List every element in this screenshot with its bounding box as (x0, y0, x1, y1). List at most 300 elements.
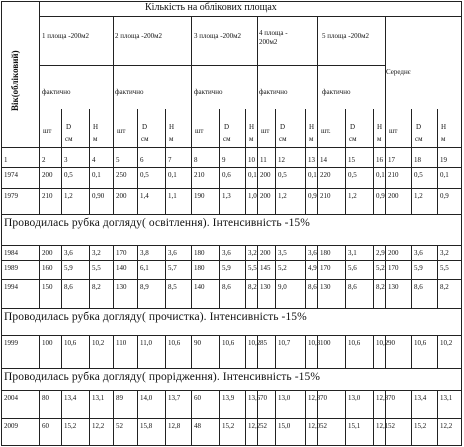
data-column-divider (165, 390, 166, 419)
data-row-rule (1, 214, 462, 215)
numbering-divider (39, 147, 40, 168)
table-cell: 140 (116, 264, 127, 272)
table-cell: 0,9 (440, 192, 449, 200)
table-cell: 5,9 (222, 264, 231, 272)
data-column-divider (411, 188, 412, 215)
data-column-divider (165, 167, 166, 189)
h-col-head: H (93, 123, 99, 131)
table-cell: 8,2 (92, 283, 101, 291)
table-cell: 15,1 (348, 422, 361, 430)
data-column-divider (219, 260, 220, 280)
numbering-divider (437, 147, 438, 168)
data-column-divider (61, 245, 62, 261)
data-column-divider (345, 335, 346, 369)
table-cell: 60 (42, 422, 49, 430)
table-cell: 200 (42, 249, 53, 257)
numbering-row-rule (1, 167, 462, 168)
table-cell: 5,6 (348, 264, 357, 272)
data-column-divider (89, 167, 90, 189)
table-cell: 210 (388, 171, 399, 179)
table-cell: 190 (194, 192, 205, 200)
data-column-divider (305, 245, 306, 261)
numbering-divider (113, 147, 114, 168)
table-cell: 10,6 (222, 339, 235, 347)
data-column-divider (39, 390, 40, 419)
data-column-divider (39, 245, 40, 261)
data-column-divider (411, 279, 412, 309)
column-number: 12 (278, 156, 285, 164)
table-cell: 60 (194, 394, 201, 402)
data-column-divider (89, 390, 90, 419)
column-number: 14 (320, 156, 327, 164)
table-cell: 5,5 (92, 264, 101, 272)
table-cell: 0,1 (168, 171, 177, 179)
data-column-divider (39, 279, 40, 309)
table-cell: 130 (116, 283, 127, 291)
data-column-divider (113, 167, 114, 189)
h-unit: м (93, 135, 98, 143)
table-cell: 4,9 (308, 264, 317, 272)
column-number: 8 (194, 156, 198, 164)
h-col-head: H (377, 123, 383, 131)
table-cell: 12,8 (308, 394, 321, 402)
subcolumn-divider (305, 109, 306, 148)
d-col-head: D (350, 123, 356, 131)
subcolumn-divider (165, 109, 166, 148)
data-column-divider (89, 418, 90, 446)
data-column-divider (257, 260, 258, 280)
data-column-divider (437, 167, 438, 189)
table-cell: 10,3 (308, 339, 321, 347)
data-column-divider (317, 260, 318, 280)
subcolumn-divider (219, 109, 220, 148)
numbering-divider (317, 147, 318, 168)
table-cell: 0,5 (278, 171, 287, 179)
table-cell: 52 (260, 422, 267, 430)
forest-plot-table (1, 1, 461, 445)
data-column-divider (39, 167, 40, 189)
table-cell: 1,2 (64, 192, 73, 200)
data-column-divider (89, 335, 90, 369)
data-column-divider (345, 279, 346, 309)
table-cell: 13,0 (278, 394, 291, 402)
subcolumn-divider (275, 109, 276, 148)
count-col-head: шт (389, 127, 398, 135)
data-column-divider (245, 188, 246, 215)
table-cell: 5,2 (278, 264, 287, 272)
data-column-divider (39, 188, 40, 215)
table-cell: 12,2 (440, 422, 453, 430)
table-cell: 200 (388, 192, 399, 200)
column-number: 15 (348, 156, 355, 164)
table-cell: 13,1 (92, 394, 105, 402)
table-cell: 13,4 (64, 394, 77, 402)
group-title: Кількість на облікових площах (145, 2, 277, 13)
subcolumn-divider (437, 109, 438, 148)
data-column-divider (411, 335, 412, 369)
table-cell: 180 (320, 249, 331, 257)
data-column-divider (345, 390, 346, 419)
data-column-divider (257, 188, 258, 215)
data-column-divider (137, 188, 138, 215)
data-column-divider (113, 245, 114, 261)
table-cell: 1,2 (414, 192, 423, 200)
d-col-head: D (416, 123, 422, 131)
table-cell: 130 (320, 283, 331, 291)
table-cell: 13,1 (440, 394, 453, 402)
data-row-rule (1, 279, 462, 280)
table-cell: 3,6 (222, 249, 231, 257)
data-column-divider (305, 279, 306, 309)
table-cell: 220 (320, 171, 331, 179)
table-cell: 0,1 (308, 171, 317, 179)
data-column-divider (245, 260, 246, 280)
data-column-divider (345, 188, 346, 215)
data-column-divider (39, 335, 40, 369)
data-column-divider (245, 245, 246, 261)
table-cell: 89 (116, 394, 123, 402)
data-row-rule (1, 418, 462, 419)
table-cell: 1984 (4, 249, 18, 257)
data-column-divider (219, 279, 220, 309)
data-column-divider (61, 188, 62, 215)
numbering-divider (257, 147, 258, 168)
table-cell: 200 (260, 171, 271, 179)
data-column-divider (61, 279, 62, 309)
count-col-head: шт (261, 127, 270, 135)
data-column-divider (305, 335, 306, 369)
numbering-divider (219, 147, 220, 168)
data-column-divider (89, 245, 90, 261)
data-column-divider (437, 260, 438, 280)
data-column-divider (219, 335, 220, 369)
data-column-divider (275, 245, 276, 261)
table-cell: 1979 (4, 192, 18, 200)
data-column-divider (345, 260, 346, 280)
data-column-divider (245, 279, 246, 309)
data-column-divider (191, 390, 192, 419)
column-number: 13 (308, 156, 315, 164)
count-col-head: шт. (321, 127, 331, 135)
table-cell: 3,1 (348, 249, 357, 257)
table-cell: 12,1 (376, 422, 389, 430)
d-col-head: D (280, 123, 286, 131)
plot-heading-2: 2 площа -200м2 (115, 32, 162, 40)
data-column-divider (385, 245, 386, 261)
table-cell: 150 (42, 283, 53, 291)
table-cell: 1,2 (348, 192, 357, 200)
data-column-divider (137, 245, 138, 261)
data-column-divider (373, 335, 374, 369)
data-column-divider (61, 418, 62, 446)
data-column-divider (275, 188, 276, 215)
table-cell: 15,2 (414, 422, 427, 430)
table-cell: 8,2 (440, 283, 449, 291)
table-cell: 70 (260, 394, 267, 402)
table-cell: 1974 (4, 171, 18, 179)
table-cell: 9,0 (278, 283, 287, 291)
table-cell: 0,1 (248, 171, 257, 179)
data-column-divider (257, 245, 258, 261)
table-cell: 52 (388, 422, 395, 430)
table-cell: 13,9 (222, 394, 235, 402)
data-column-divider (165, 418, 166, 446)
numbering-divider (305, 147, 306, 168)
d-unit: см (279, 135, 287, 143)
table-cell: 5,5 (248, 264, 257, 272)
table-cell: 85 (260, 339, 267, 347)
d-col-head: D (66, 123, 72, 131)
data-column-divider (373, 260, 374, 280)
table-cell: 3,5 (278, 249, 287, 257)
table-cell: 15,2 (64, 422, 77, 430)
data-column-divider (219, 245, 220, 261)
data-row-rule (1, 188, 462, 189)
group-title-rule (39, 16, 462, 17)
data-column-divider (275, 390, 276, 419)
table-cell: 48 (194, 422, 201, 430)
d-unit: см (223, 135, 231, 143)
table-cell: 250 (116, 171, 127, 179)
data-column-divider (385, 279, 386, 309)
data-column-divider (275, 260, 276, 280)
table-cell: 3,2 (92, 249, 101, 257)
table-cell: 1,1 (168, 192, 177, 200)
column-number: 7 (168, 156, 172, 164)
numbering-divider (411, 147, 412, 168)
data-column-divider (113, 279, 114, 309)
data-column-divider (305, 418, 306, 446)
d-unit: см (415, 135, 423, 143)
h-unit: м (377, 135, 382, 143)
table-cell: 1,2 (278, 192, 287, 200)
data-column-divider (437, 245, 438, 261)
data-column-divider (61, 390, 62, 419)
column-number: 2 (42, 156, 46, 164)
table-cell: 0,1 (92, 171, 101, 179)
column-number: 10 (248, 156, 255, 164)
data-column-divider (137, 167, 138, 189)
data-column-divider (305, 390, 306, 419)
column-number: 18 (414, 156, 421, 164)
table-cell: 2009 (4, 422, 18, 430)
column-number: 9 (222, 156, 226, 164)
table-cell: 10,2 (248, 339, 261, 347)
h-unit: м (249, 135, 254, 143)
table-cell: 200 (42, 171, 53, 179)
h-col-head: H (249, 123, 255, 131)
treatment-note: Проводилась рубка догляду( прорідження). Інтенсивність -15% (4, 371, 321, 383)
numbering-divider (461, 147, 462, 168)
numbering-divider (373, 147, 374, 168)
column-number: 19 (440, 156, 447, 164)
data-column-divider (191, 167, 192, 189)
data-column-divider (373, 245, 374, 261)
data-row-rule (1, 368, 462, 369)
data-column-divider (245, 335, 246, 369)
data-column-divider (411, 418, 412, 446)
table-cell: 5,5 (440, 264, 449, 272)
column-number: 5 (116, 156, 120, 164)
table-cell: 8,6 (222, 283, 231, 291)
numbering-divider (345, 147, 346, 168)
table-cell: 12,2 (92, 422, 105, 430)
data-column-divider (137, 418, 138, 446)
d-unit: см (65, 135, 73, 143)
table-cell: 5,2 (376, 264, 385, 272)
table-cell: 10,6 (414, 339, 427, 347)
data-column-divider (385, 188, 386, 215)
table-cell: 100 (320, 339, 331, 347)
data-column-divider (373, 279, 374, 309)
table-cell: 110 (116, 339, 127, 347)
count-col-head: шт (43, 127, 52, 135)
table-cell: 10,6 (64, 339, 77, 347)
column-number: 3 (64, 156, 68, 164)
table-cell: 8,6 (308, 283, 317, 291)
table-cell: 180 (194, 249, 205, 257)
data-column-divider (257, 167, 258, 189)
column-number: 11 (260, 156, 267, 164)
average-heading: Середнє (386, 68, 411, 76)
data-column-divider (275, 279, 276, 309)
column-number: 17 (388, 156, 395, 164)
table-cell: 70 (320, 394, 327, 402)
h-col-head: H (309, 123, 315, 131)
table-cell: 3,2 (248, 249, 257, 257)
data-column-divider (411, 390, 412, 419)
data-column-divider (437, 418, 438, 446)
table-cell: 12,0 (308, 422, 321, 430)
data-column-divider (317, 167, 318, 189)
data-column-divider (89, 260, 90, 280)
data-column-divider (373, 167, 374, 189)
table-cell: 80 (42, 394, 49, 402)
plot-heading-4: 4 площа - 200м2 (259, 29, 288, 47)
table-cell: 200 (116, 192, 127, 200)
count-col-head: шт (117, 127, 126, 135)
data-column-divider (113, 260, 114, 280)
table-cell: 10,7 (278, 339, 291, 347)
data-column-divider (345, 418, 346, 446)
table-cell: 210 (194, 171, 205, 179)
data-column-divider (305, 260, 306, 280)
table-cell: 10,6 (168, 339, 181, 347)
data-column-divider (373, 390, 374, 419)
subcolumn-divider (373, 109, 374, 148)
data-column-divider (191, 279, 192, 309)
data-column-divider (275, 418, 276, 446)
data-column-divider (39, 260, 40, 280)
d-col-head: D (224, 123, 230, 131)
count-col-head: шт (195, 127, 204, 135)
table-cell: 10,2 (440, 339, 453, 347)
subcolumn-divider (61, 109, 62, 148)
table-cell: 15,0 (278, 422, 291, 430)
table-cell: 0,9 (308, 192, 317, 200)
data-column-divider (305, 167, 306, 189)
numbering-divider (137, 147, 138, 168)
data-column-divider (275, 167, 276, 189)
data-column-divider (89, 188, 90, 215)
table-cell: 13,0 (348, 394, 361, 402)
table-cell: 8,5 (168, 283, 177, 291)
data-column-divider (275, 335, 276, 369)
h-unit: м (441, 135, 446, 143)
table-right-border (461, 1, 462, 446)
plot-group-divider (257, 16, 258, 148)
data-column-divider (191, 245, 192, 261)
table-cell: 0,5 (348, 171, 357, 179)
header-bottom-rule (1, 147, 462, 148)
treatment-note: Проводилась рубка догляду( прочистка). Інтенсивність -15% (4, 311, 307, 323)
table-cell: 70 (388, 394, 395, 402)
d-unit: см (349, 135, 357, 143)
data-column-divider (305, 188, 306, 215)
plot-group-divider (191, 16, 192, 148)
table-cell: 11,0 (140, 339, 152, 347)
h-unit: м (169, 135, 174, 143)
actual-label-rule (39, 65, 386, 66)
table-cell: 15,8 (140, 422, 153, 430)
table-cell: 140 (194, 283, 205, 291)
data-column-divider (191, 335, 192, 369)
table-cell: 0,6 (222, 171, 231, 179)
table-cell: 10,2 (92, 339, 105, 347)
table-cell: 5,9 (414, 264, 423, 272)
note-row-rule (1, 335, 462, 336)
data-column-divider (39, 418, 40, 446)
h-unit: м (309, 135, 314, 143)
data-column-divider (191, 418, 192, 446)
table-cell: 8,2 (248, 283, 257, 291)
data-column-divider (137, 335, 138, 369)
table-cell: 8,9 (140, 283, 149, 291)
table-cell: 1989 (4, 264, 18, 272)
table-cell: 3,6 (308, 249, 317, 257)
table-cell: 10,6 (348, 339, 361, 347)
table-cell: 1994 (4, 283, 18, 291)
d-unit: см (141, 135, 149, 143)
stub-divider (39, 1, 40, 148)
data-column-divider (113, 418, 114, 446)
data-column-divider (373, 418, 374, 446)
data-column-divider (317, 245, 318, 261)
data-row-rule (1, 308, 462, 309)
table-cell: 2,9 (376, 249, 385, 257)
note-row-rule (1, 390, 462, 391)
d-col-head: D (142, 123, 148, 131)
data-column-divider (89, 279, 90, 309)
table-cell: 200 (260, 249, 271, 257)
data-column-divider (165, 260, 166, 280)
data-column-divider (345, 167, 346, 189)
subcolumn-divider (89, 109, 90, 148)
plot-heading-1: 1 площа -200м2 (42, 32, 89, 40)
table-cell: 8,6 (414, 283, 423, 291)
data-column-divider (165, 279, 166, 309)
data-column-divider (257, 279, 258, 309)
data-column-divider (437, 279, 438, 309)
table-left-border (1, 1, 2, 446)
numbering-divider (89, 147, 90, 168)
table-cell: 90 (388, 339, 395, 347)
table-cell: 0,5 (414, 171, 423, 179)
data-column-divider (245, 390, 246, 419)
table-cell: 1,4 (140, 192, 149, 200)
data-column-divider (317, 188, 318, 215)
table-cell: 170 (388, 264, 399, 272)
